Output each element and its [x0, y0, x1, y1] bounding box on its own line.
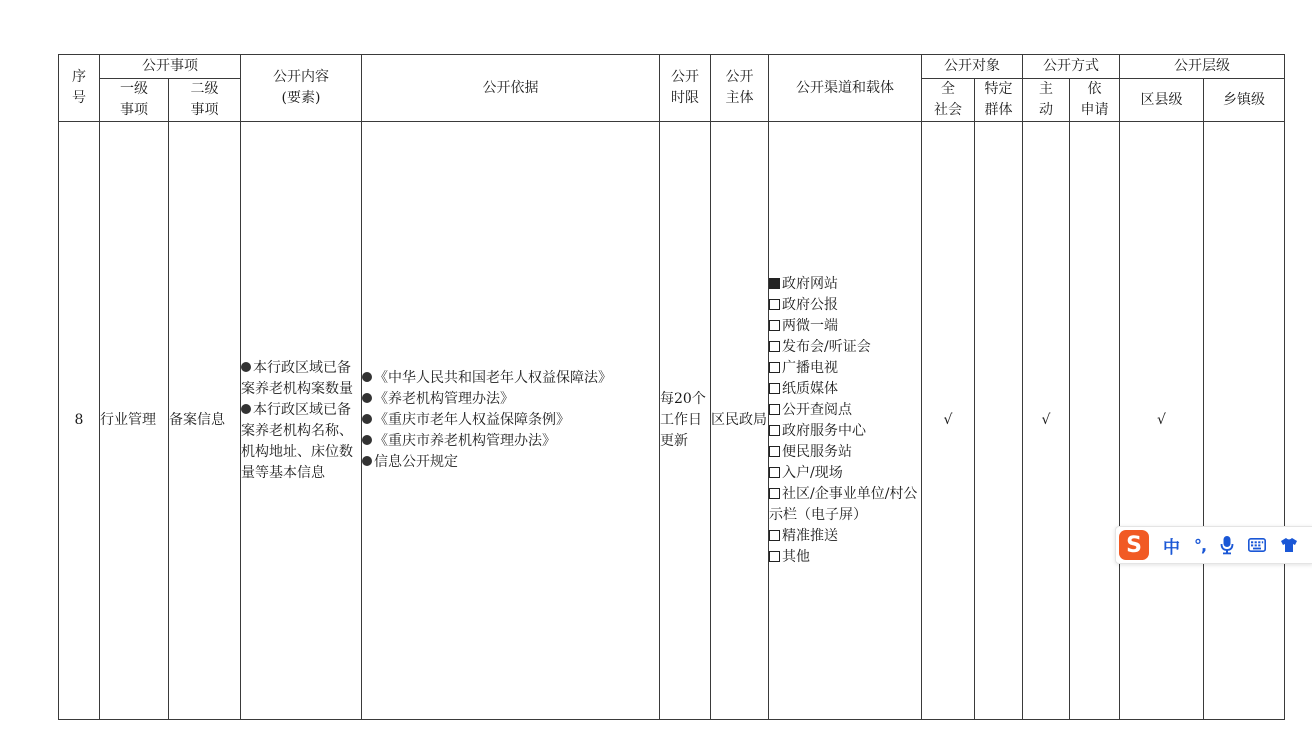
cell-level-county: √ [1120, 122, 1204, 720]
header-method-request: 依 申请 [1070, 79, 1120, 122]
header-method-active: 主 动 [1023, 79, 1070, 122]
bullet-dot-icon [241, 362, 251, 372]
content-item: 本行政区域已备案养老机构名称、机构地址、床位数量等基本信息 [241, 401, 353, 481]
channel-item: 政府服务中心 [769, 421, 921, 442]
header-level-county: 区县级 [1120, 79, 1204, 122]
header-time-limit: 公开 时限 [660, 55, 711, 122]
unchecked-box-icon [769, 299, 780, 310]
header-target-specific: 特定 群体 [975, 79, 1023, 122]
basis-item: 《养老机构管理办法》 [362, 389, 659, 410]
unchecked-box-icon [769, 530, 780, 541]
unchecked-box-icon [769, 425, 780, 436]
bullet-dot-icon [362, 372, 372, 382]
header-item-group: 公开事项 [100, 55, 241, 79]
header-seq: 序 号 [59, 55, 100, 122]
cell-channels [769, 122, 922, 720]
unchecked-box-icon [769, 362, 780, 373]
channel-item: 社区/企事业单位/村公示栏（电子屏） [769, 485, 918, 523]
bullet-dot-icon [362, 414, 372, 424]
channel-item: 入户/现场 [769, 463, 921, 484]
header-target-all: 全 社会 [922, 79, 975, 122]
ime-mode-button[interactable]: 中 [1163, 537, 1180, 558]
channel-item: 政府公报 [769, 295, 921, 316]
header-level2: 二级 事项 [169, 79, 241, 122]
unchecked-box-icon [769, 488, 780, 499]
cell-content [241, 122, 362, 720]
cell-target-specific [975, 122, 1023, 720]
bullet-dot-icon [362, 456, 372, 466]
sogou-logo-icon[interactable]: S [1119, 530, 1149, 560]
unchecked-box-icon [769, 467, 780, 478]
unchecked-box-icon [769, 383, 780, 394]
skin-shirt-icon[interactable] [1280, 537, 1298, 553]
header-level1: 一级 事项 [100, 79, 169, 122]
table-row [59, 122, 1285, 720]
unchecked-box-icon [769, 404, 780, 415]
header-channel: 公开渠道和载体 [769, 55, 922, 122]
channel-item: 便民服务站 [769, 442, 921, 463]
cell-level-town [1204, 122, 1285, 720]
header-basis: 公开依据 [362, 55, 660, 122]
header-level-town: 乡镇级 [1204, 79, 1285, 122]
basis-item: 《重庆市养老机构管理办法》 [362, 431, 659, 452]
bullet-dot-icon [241, 404, 251, 414]
header-subject: 公开 主体 [711, 55, 769, 122]
basis-item: 《重庆市老年人权益保障条例》 [362, 410, 659, 431]
cell-level2: 备案信息 [169, 122, 241, 720]
channel-item: 广播电视 [769, 358, 921, 379]
cell-seq: 8 [59, 122, 100, 720]
basis-item: 信息公开规定 [362, 452, 659, 473]
cell-time-limit: 每20个工作日更新 [660, 122, 711, 720]
channel-item: 政府网站 [769, 274, 921, 295]
cell-subject: 区民政局 [711, 122, 769, 720]
bullet-dot-icon [362, 435, 372, 445]
cell-basis [362, 122, 660, 720]
cell-target-all: √ [922, 122, 975, 720]
channel-item: 公开查阅点 [769, 400, 921, 421]
unchecked-box-icon [769, 320, 780, 331]
header-level-group: 公开层级 [1120, 55, 1285, 79]
unchecked-box-icon [769, 341, 780, 352]
header-content: 公开内容 (要素) [241, 55, 362, 122]
unchecked-box-icon [769, 551, 780, 562]
keyboard-icon[interactable] [1248, 538, 1266, 552]
content-item: 本行政区域已备案养老机构案数量 [241, 359, 353, 397]
channel-item: 两微一端 [769, 316, 921, 337]
header-method-group: 公开方式 [1023, 55, 1120, 79]
cell-method-request [1070, 122, 1120, 720]
cell-method-active: √ [1023, 122, 1070, 720]
ime-punctuation-button[interactable]: °, [1194, 535, 1207, 555]
channel-item: 纸质媒体 [769, 379, 921, 400]
ime-toolbar[interactable] [1115, 526, 1312, 564]
header-target-group: 公开对象 [922, 55, 1023, 79]
bullet-dot-icon [362, 393, 372, 403]
channel-item: 发布会/听证会 [769, 337, 921, 358]
unchecked-box-icon [769, 446, 780, 457]
channel-item: 精准推送 [769, 526, 921, 547]
disclosure-table-sheet [58, 54, 1284, 720]
checked-box-icon [769, 278, 780, 289]
basis-item: 《中华人民共和国老年人权益保障法》 [362, 368, 659, 389]
channel-item: 其他 [769, 547, 921, 568]
cell-level1: 行业管理 [100, 122, 169, 720]
disclosure-table [58, 54, 1285, 720]
microphone-icon[interactable] [1220, 535, 1234, 555]
